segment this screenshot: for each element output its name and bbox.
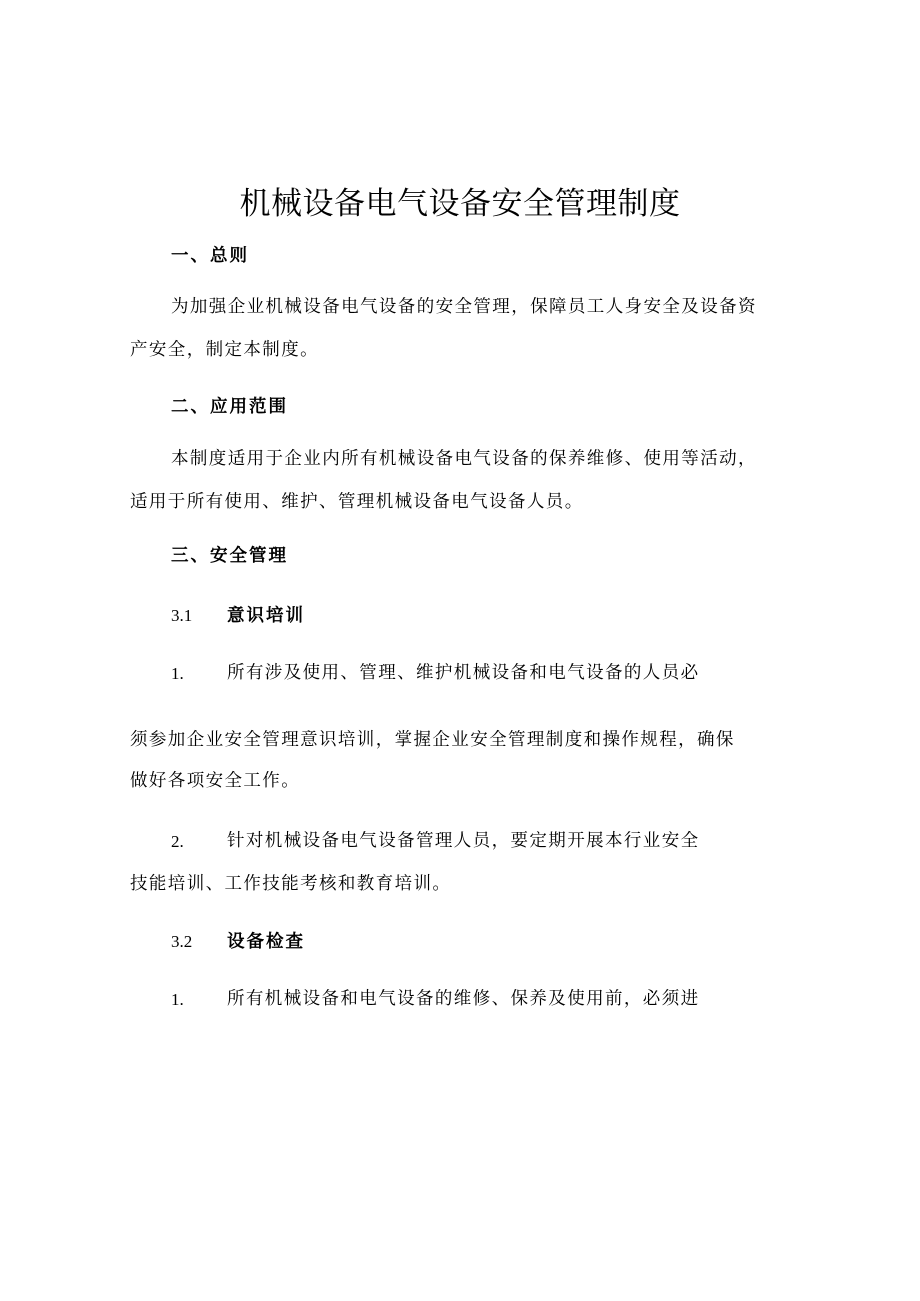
paragraph-line: 本制度适用于企业内所有机械设备电气设备的保养维修、使用等活动， xyxy=(171,449,757,469)
paragraph-line: 产安全，制定本制度。 xyxy=(130,340,319,360)
paragraph-line: 适用于所有使用、维护、管理机械设备电气设备人员。 xyxy=(130,492,584,512)
section-heading-scope: 二、应用范围 xyxy=(171,397,288,417)
list-item-line: 所有涉及使用、管理、维护机械设备和电气设备的人员必 xyxy=(227,663,700,683)
list-item-number: 1. xyxy=(171,664,184,683)
subsection-number: 3.2 xyxy=(171,932,193,951)
list-item-line: 针对机械设备电气设备管理人员，要定期开展本行业安全 xyxy=(227,831,700,851)
list-item-line: 须参加企业安全管理意识培训，掌握企业安全管理制度和操作规程，确保 xyxy=(130,730,735,750)
list-item-line: 技能培训、工作技能考核和教育培训。 xyxy=(130,874,452,894)
subsection-title-equipment-inspection: 设备检查 xyxy=(227,932,305,952)
section-heading-safety-management: 三、安全管理 xyxy=(171,546,288,566)
list-item-number: 1. xyxy=(171,990,184,1009)
list-item-number: 2. xyxy=(171,832,184,851)
paragraph-line: 为加强企业机械设备电气设备的安全管理，保障员工人身安全及设备资 xyxy=(171,297,757,317)
subsection-number: 3.1 xyxy=(171,606,193,625)
section-heading-general: 一、总则 xyxy=(171,246,249,266)
list-item-line: 所有机械设备和电气设备的维修、保养及使用前，必须进 xyxy=(227,989,700,1009)
subsection-title-awareness-training: 意识培训 xyxy=(227,606,305,626)
document-title: 机械设备电气设备安全管理制度 xyxy=(239,186,681,222)
list-item-line: 做好各项安全工作。 xyxy=(130,771,301,791)
